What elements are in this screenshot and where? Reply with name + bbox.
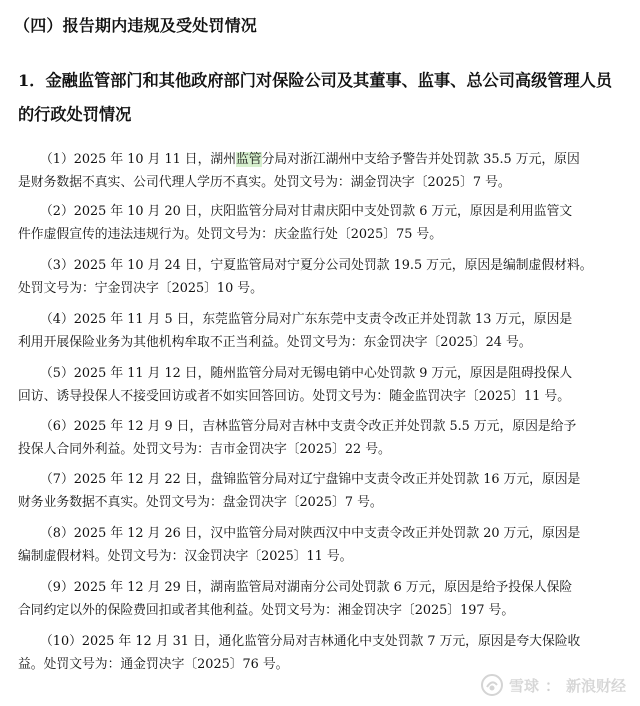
highlighted-text[interactable]: 监管 (236, 152, 262, 167)
heading-line-1: 1．金融监管部门和其他政府部门对保险公司及其董事、监事、总公司高级管理人员 (18, 71, 613, 90)
watermark-separator: ： (544, 676, 560, 695)
penalty-item-line-1: （4）2025 年 11 月 5 日，东莞监管分局对广东东莞中支责令改正并处罚款 13 万元，原因是 (40, 312, 573, 327)
section-title: （四）报告期内违规及受处罚情况 (14, 16, 258, 35)
subsection-heading (18, 64, 630, 132)
watermark-brand: 雪球 (508, 676, 539, 695)
heading-line-2: 的行政处罚情况 (18, 105, 132, 124)
penalty-item-line-1: （7）2025 年 12 月 22 日，盘锦监管分局对辽宁盘锦中支责令改正并处罚款 16 万元，原因是 (40, 472, 581, 487)
penalty-item-line-2: 投保人合同外利益。处罚文号为：吉市金罚决字〔2025〕22 号。 (18, 442, 391, 457)
penalty-item-line-1: （10）2025 年 12 月 31 日，通化监管分局对吉林通化中支处罚款 7 万元，原因是夸大保险收 (40, 634, 581, 649)
watermark-source: 新浪财经 (565, 676, 626, 695)
snowball-logo-icon (481, 674, 503, 696)
penalty-item-line-1: （2）2025 年 10 月 20 日，庆阳监管分局对甘肃庆阳中支处罚款 6 万元，原因是利用监管文 (40, 204, 573, 219)
penalty-item-line-2: 处罚文号为：宁金罚决字〔2025〕10 号。 (18, 281, 263, 296)
penalty-item-line-1: （9）2025 年 12 月 29 日，湖南监管局对湖南分公司处罚款 6 万元，原因是给予投保人保险 (40, 580, 573, 595)
penalty-item-line-2: 利用开展保险业务为其他机构牟取不正当利益。处罚文号为：东金罚决字〔2025〕24 号。 (18, 335, 532, 350)
penalty-item-line-1: （5）2025 年 11 月 12 日，随州监管分局对无锡电销中心处罚款 9 万元，原因是阻碍投保人 (40, 366, 573, 381)
penalty-item-line-2: 回访、诱导投保人不接受回访或者不如实回答回访。处罚文号为：随金监罚决字〔2025〕11 号。 (18, 389, 570, 404)
penalty-item-line-2: 件作虚假宣传的违法违规行为。处罚文号为：庆金监行处〔2025〕75 号。 (18, 227, 443, 242)
penalty-item-line-2: 编制虚假材料。处罚文号为：汉金罚决字〔2025〕11 号。 (18, 549, 353, 564)
penalty-item-line-2: 财务业务数据不真实。处罚文号为：盘金罚决字〔2025〕7 号。 (18, 495, 383, 510)
watermark (481, 674, 626, 696)
penalty-item-line-1: （1）2025 年 10 月 11 日，湖州监管分局对浙江湖州中支给予警告并处罚款 35.5 万元，原因 (40, 152, 580, 167)
penalty-item-line-2: 益。处罚文号为：通金罚决字〔2025〕76 号。 (18, 657, 289, 672)
penalty-item-line-2: 合同约定以外的保险费回扣或者其他利益。处罚文号为：湘金罚决字〔2025〕197 号。 (18, 603, 515, 618)
penalty-item-line-2: 是财务数据不真实、公司代理人学历不真实。处罚文号为：湖金罚决字〔2025〕7 号。 (18, 175, 511, 190)
penalty-item-line-1: （3）2025 年 10 月 24 日，宁夏监管局对宁夏分公司处罚款 19.5 万元，原因是编制虚假材料。 (40, 258, 593, 273)
penalty-item-line-1: （8）2025 年 12 月 26 日，汉中监管分局对陕西汉中中支责令改正并处罚款 20 万元，原因是 (40, 526, 581, 541)
penalty-item-line-1: （6）2025 年 12 月 9 日，吉林监管分局对吉林中支责令改正并处罚款 5.5 万元，原因是给予 (40, 419, 577, 434)
